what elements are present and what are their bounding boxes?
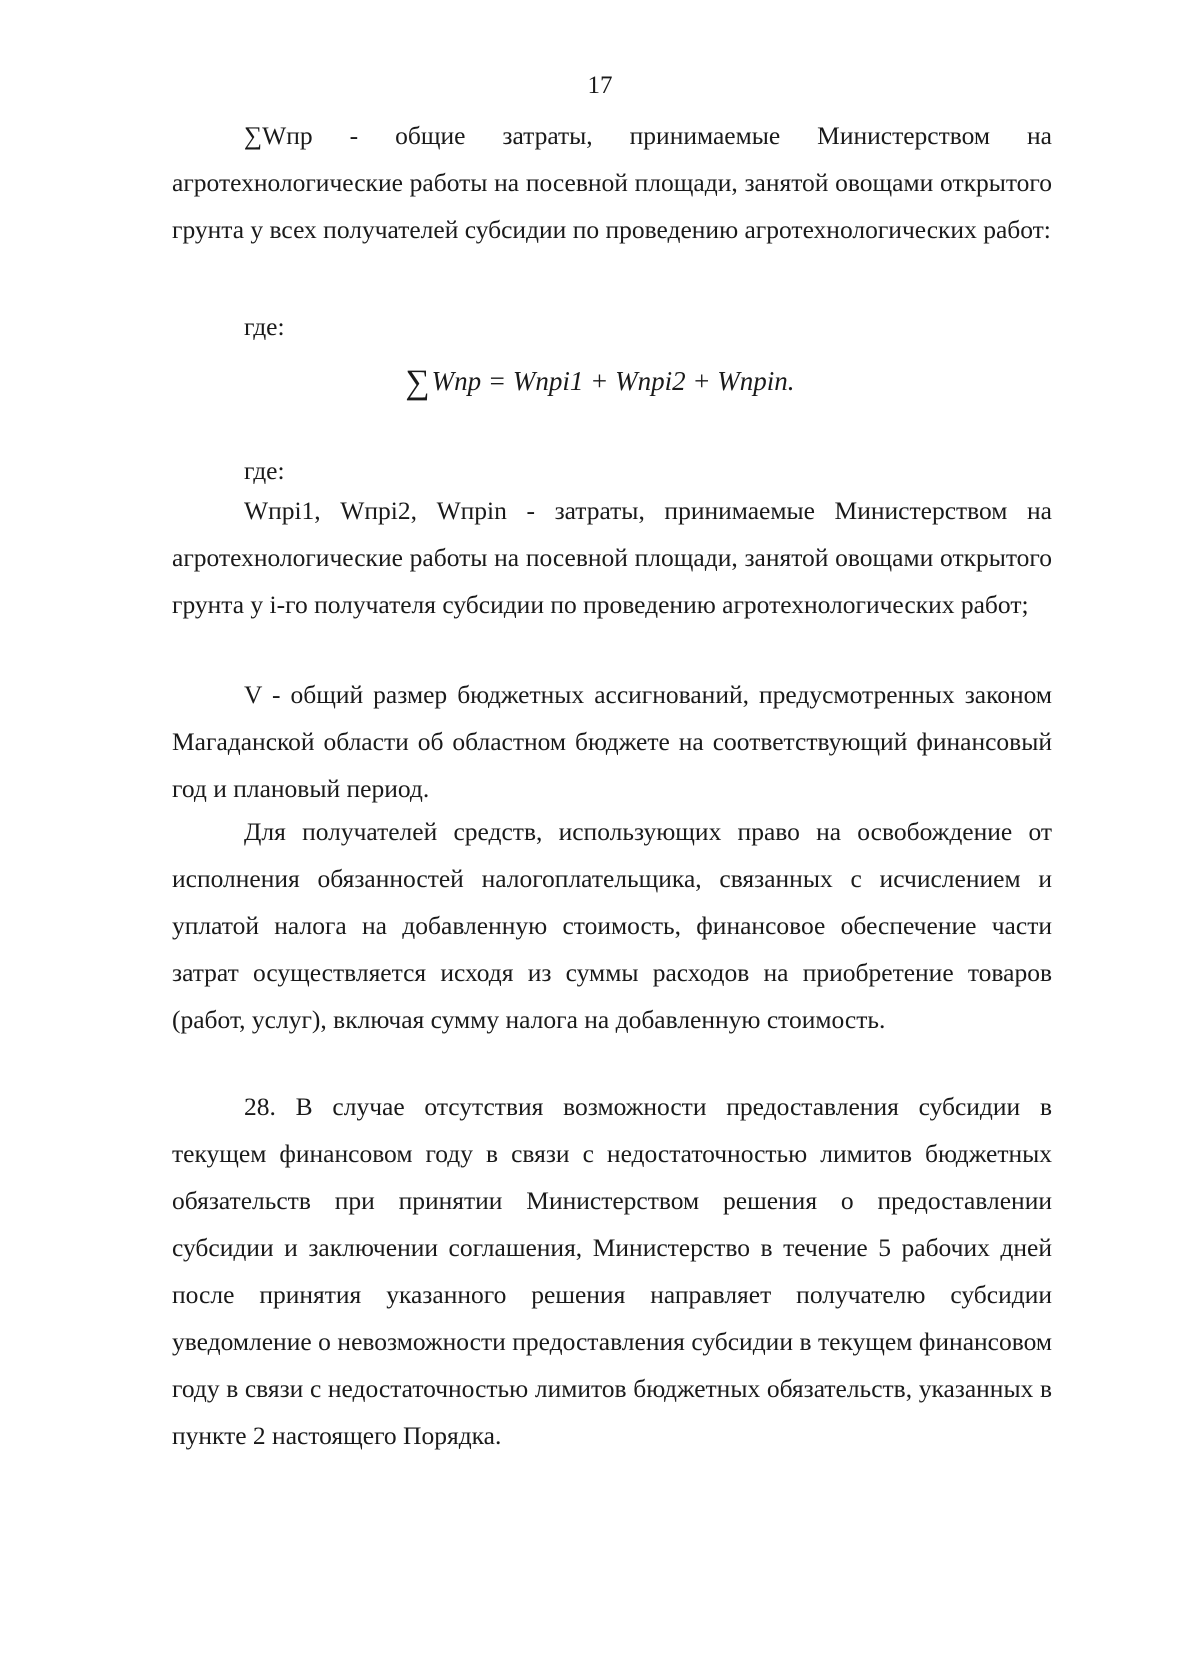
sigma-symbol: ∑: [405, 364, 430, 401]
paragraph-item-28: 28. В случае отсутствия возможности предоставления субсидии в текущем финансовом году в связи с недостаточностью лимитов бюджетных обязательств при принятии Министерством решения о предоставлении субсидии и заключении соглашения, Министерство в течение 5 рабочих дней после принятия указанного решения направляет получателю субсидии уведомление о невозможности предоставления субсидии в текущем финансовом году в связи с недостаточностью лимитов бюджетных обязательств, указанных в пункте 2 настоящего Порядка.: [172, 1092, 1052, 1450]
sum-formula: [0, 364, 1200, 402]
where-label-1: где:: [244, 312, 285, 341]
page-number: 17: [587, 72, 613, 99]
paragraph-vat-exemption: Для получателей средств, использующих право на освобождение от исполнения обязанностей налогоплательщика, связанных с исчислением и уплатой налога на добавленную стоимость, финансовое обеспечение части затрат осуществляется исходя из суммы расходов на приобретение товаров (работ, услуг), включая сумму налога на добавленную стоимость.: [172, 817, 1052, 1034]
paragraph-sum-definition: ∑Wпр - общие затраты, принимаемые Министерством на агротехнологические работы на посевной площади, занятой овощами открытого грунта у всех получателей субсидии по проведению агротехнологических работ:: [172, 121, 1052, 244]
paragraph-cost-definition: Wпрі1, Wпрі2, Wпріn - затраты, принимаемые Министерством на агротехнологические работы на посевной площади, занятой овощами открытого грунта у і-го получателя субсидии по проведению агротехнологических работ;: [172, 496, 1052, 619]
paragraph-budget-definition: V - общий размер бюджетных ассигнований, предусмотренных законом Магаданской области об областном бюджете на соответствующий финансовый год и плановый период.: [172, 680, 1052, 803]
formula-body: Wпр = Wпрі1 + Wпрі2 + Wпріn.: [431, 366, 795, 396]
where-label-2: где:: [244, 456, 285, 485]
